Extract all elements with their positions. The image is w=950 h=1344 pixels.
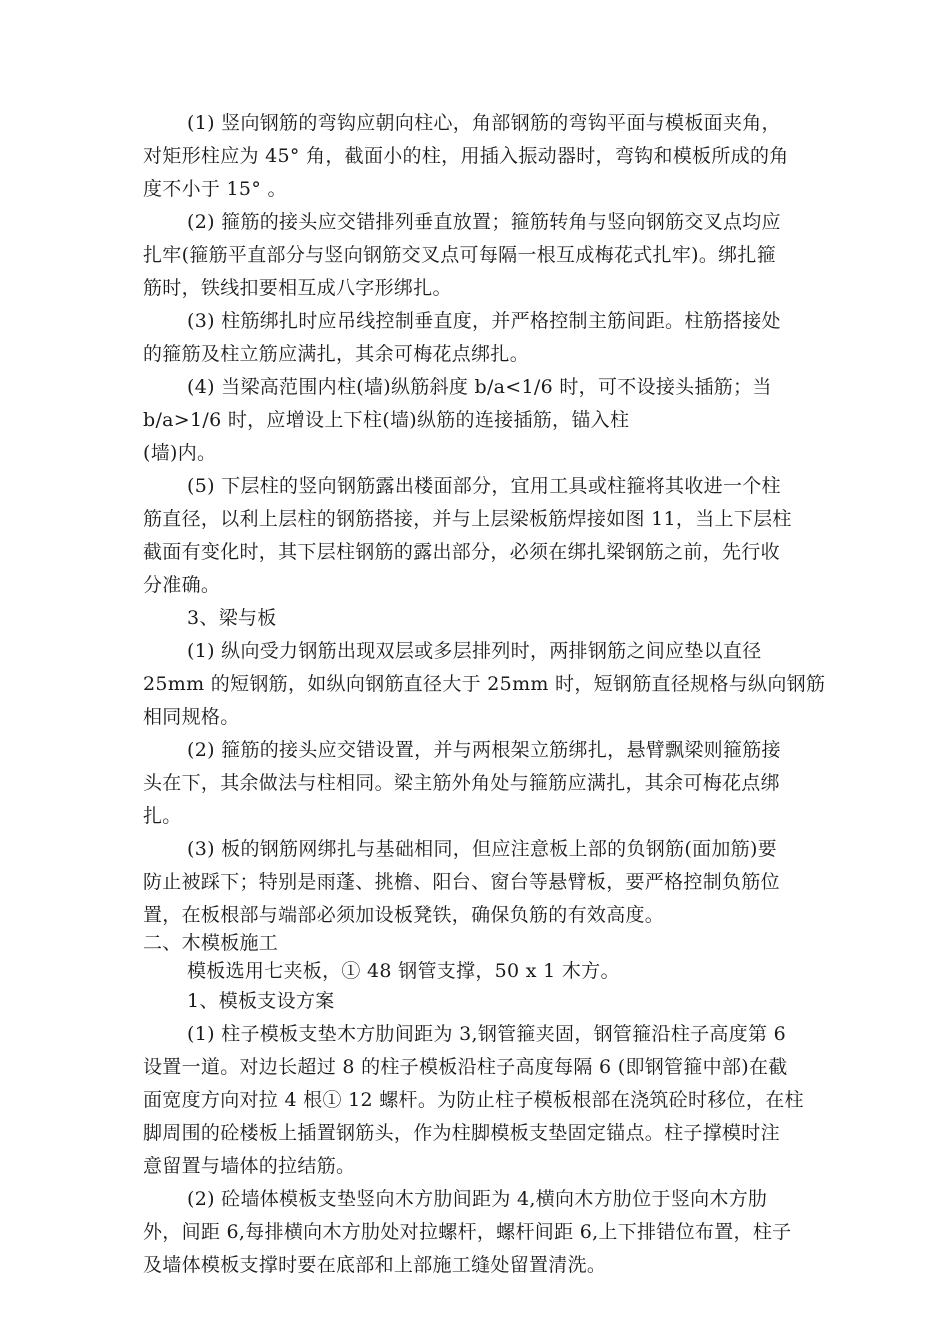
chapter-heading: 二、木模板施工 — [143, 932, 279, 954]
text-line: 扎牢(箍筋平直部分与竖向钢筋交叉点可每隔一根互成梅花式扎牢)。绑扎箍 — [143, 244, 777, 266]
text-line: 设置一道。对边长超过 8 的柱子模板沿柱子高度每隔 6 (即钢管箍中部)在截 — [143, 1056, 788, 1078]
text-line: 模板选用七夹板，① 48 钢管支撑，50 x 1 木方。 — [187, 960, 620, 982]
text-line: 置，在板根部与端部必须加设板凳铁，确保负筋的有效高度。 — [143, 904, 665, 926]
text-line: (1) 纵向受力钢筋出现双层或多层排列时，两排钢筋之间应垫以直径 — [187, 640, 762, 662]
text-line: (2) 砼墙体模板支垫竖向木方肋间距为 4,横向木方肋位于竖向木方肋 — [187, 1188, 768, 1210]
text-line: 头在下，其余做法与柱相同。梁主筋外角处与箍筋应满扎，其余可梅花点绑 — [143, 772, 780, 794]
text-line: 外，间距 6,每排横向木方肋处对拉螺杆，螺杆间距 6,上下排错位布置，柱子 — [143, 1221, 792, 1243]
text-line: 面宽度方向对拉 4 根① 12 螺杆。为防止柱子模板根部在浇筑砼时移位，在柱 — [143, 1089, 804, 1111]
text-line: (3) 柱筋绑扎时应吊线控制垂直度，并严格控制主筋间距。柱筋搭接处 — [187, 310, 781, 332]
text-line: 截面有变化时，其下层柱钢筋的露出部分，必须在绑扎梁钢筋之前，先行收 — [143, 541, 780, 563]
text-line: 扎。 — [143, 805, 182, 827]
text-line: (1) 竖向钢筋的弯钩应朝向柱心，角部钢筋的弯钩平面与模板面夹角， — [187, 112, 781, 134]
section-heading: 3、梁与板 — [187, 607, 277, 629]
text-line: 对矩形柱应为 45° 角，截面小的柱，用插入振动器时，弯钩和模板所成的角 — [143, 145, 789, 167]
text-line: (5) 下层柱的竖向钢筋露出楼面部分，宜用工具或柱箍将其收进一个柱 — [187, 475, 781, 497]
text-line: 的箍筋及柱立筋应满扎，其余可梅花点绑扎。 — [143, 343, 530, 365]
text-line: b/a>1/6 时，应增设上下柱(墙)纵筋的连接插筋，锚入柱 — [143, 409, 630, 431]
text-line: 意留置与墙体的拉结筋。 — [143, 1155, 356, 1177]
text-line: 筋直径，以利上层柱的钢筋搭接，并与上层梁板筋焊接如图 11，当上下层柱 — [143, 508, 792, 530]
text-line: 筋时，铁线扣要相互成八字形绑扎。 — [143, 277, 452, 299]
text-line: 分准确。 — [143, 574, 221, 596]
text-line: (2) 箍筋的接头应交错设置，并与两根架立筋绑扎，悬臂飘梁则箍筋接 — [187, 739, 781, 761]
text-line: 相同规格。 — [143, 706, 240, 728]
text-line: (墙)内。 — [143, 442, 217, 464]
text-line: (3) 板的钢筋网绑扎与基础相同，但应注意板上部的负钢筋(面加筋)要 — [187, 838, 777, 860]
text-line: 度不小于 15° 。 — [143, 178, 287, 200]
text-line: 及墙体模板支撑时要在底部和上部施工缝处留置清洗。 — [143, 1254, 607, 1276]
text-line: (2) 箍筋的接头应交错排列垂直放置；箍筋转角与竖向钢筋交叉点均应 — [187, 211, 781, 233]
text-line: (1) 柱子模板支垫木方肋间距为 3,钢管箍夹固，钢管箍沿柱子高度第 6 — [187, 1023, 787, 1045]
text-line: 脚周围的砼楼板上插置钢筋头，作为柱脚模板支垫固定锚点。柱子撑模时注 — [143, 1122, 780, 1144]
section-heading: 1、模板支设方案 — [187, 990, 335, 1012]
text-line: (4) 当梁高范围内柱(墙)纵筋斜度 b/a<1/6 时，可不设接头插筋；当 — [187, 376, 772, 398]
text-line: 防止被踩下；特别是雨蓬、挑檐、阳台、窗台等悬臂板，要严格控制负筋位 — [143, 871, 780, 893]
text-line: 25mm 的短钢筋，如纵向钢筋直径大于 25mm 时，短钢筋直径规格与纵向钢筋 — [143, 673, 826, 695]
